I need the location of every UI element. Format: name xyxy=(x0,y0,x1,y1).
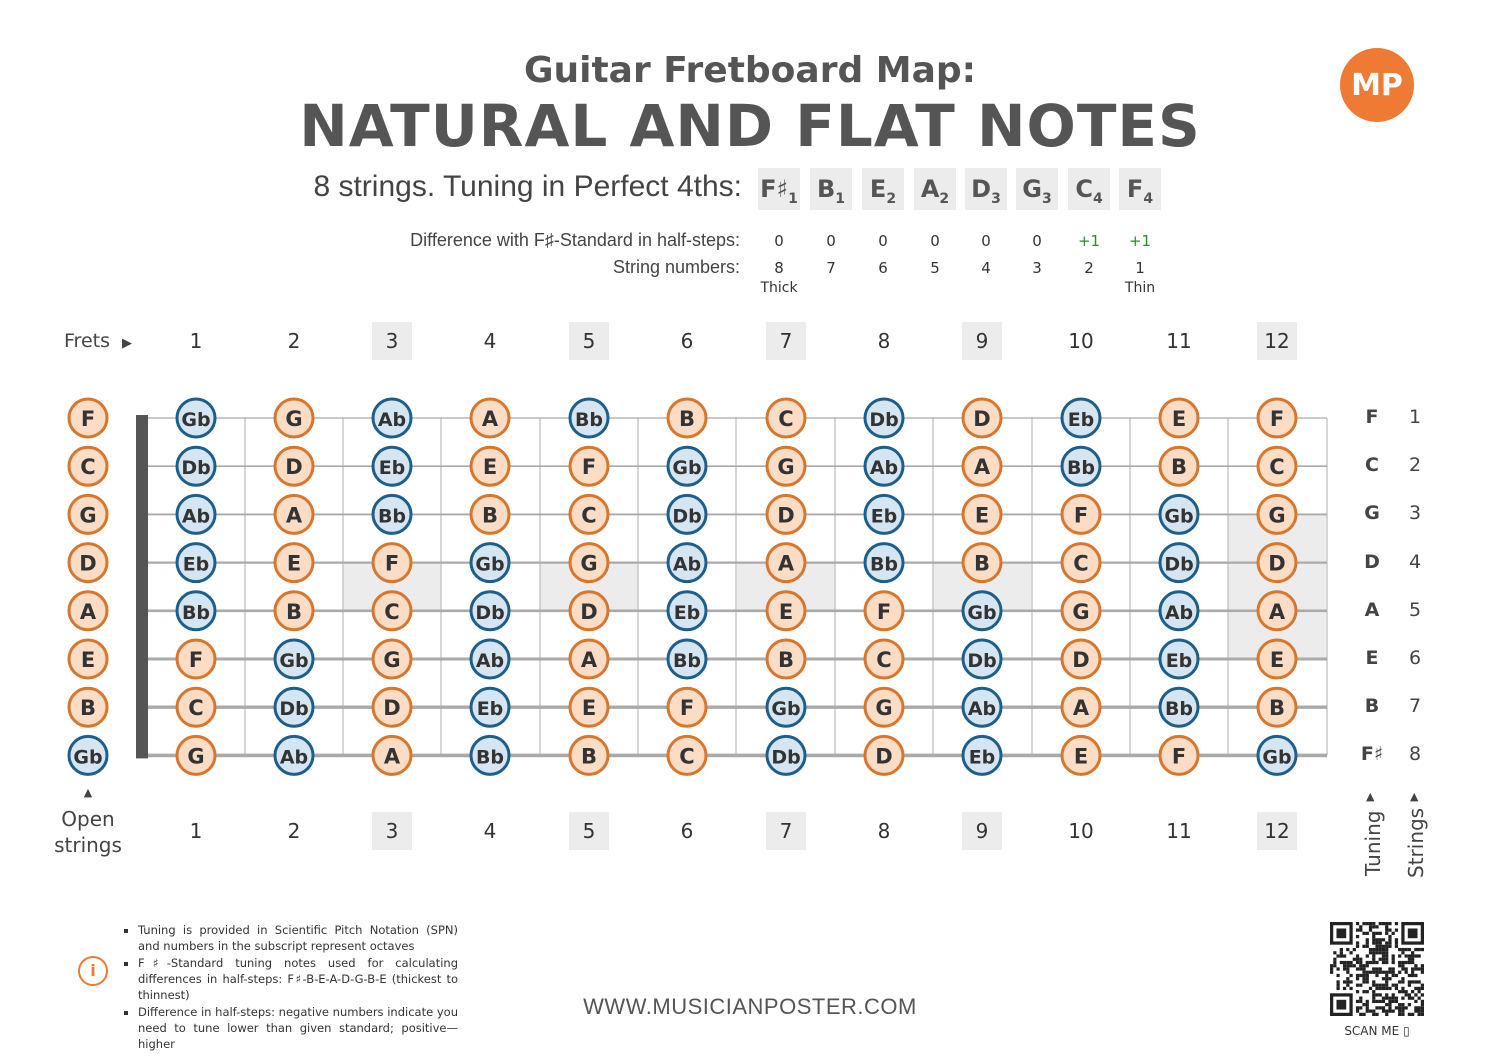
tuning-note-letter: G xyxy=(1022,175,1042,203)
tuning-note xyxy=(1068,168,1110,210)
diff-value: +1 xyxy=(1077,232,1101,250)
fret-note: F xyxy=(679,696,695,721)
fret-note: Ab xyxy=(181,505,211,528)
fret-note: E xyxy=(1073,744,1089,769)
tuning-octave: 3 xyxy=(1041,190,1052,207)
fret-number: 2 xyxy=(287,329,301,353)
side-tuning-note: F xyxy=(1365,406,1379,428)
fret-note: A xyxy=(580,648,598,672)
footnote: ▪ Difference in half-steps: negative numbers indicate you need to tune lower than given standard; positive—higher xyxy=(138,1004,458,1052)
fret-note: Bb xyxy=(1066,457,1096,480)
fret-note: F xyxy=(384,551,400,576)
fret-note: E xyxy=(1269,648,1285,672)
fret-number: 6 xyxy=(680,329,694,353)
fret-number: 3 xyxy=(372,812,412,850)
tuning-octave: 4 xyxy=(1143,190,1154,207)
frets-label-text: Frets xyxy=(64,330,110,352)
open-string-note: C xyxy=(80,455,96,480)
fret-note: G xyxy=(1072,599,1090,624)
fret-note: Ab xyxy=(672,553,702,576)
fret-marker-double xyxy=(1228,514,1326,659)
fret-note: Ab xyxy=(967,698,997,721)
side-string-number: 3 xyxy=(1408,502,1422,525)
fret-note: B xyxy=(481,503,499,528)
tuning-octave: 2 xyxy=(886,190,897,207)
tuning-note-letter: A xyxy=(920,175,940,203)
side-string-number: 4 xyxy=(1408,550,1422,573)
fret-note: Gb xyxy=(475,553,505,576)
diff-value: 0 xyxy=(826,232,836,250)
fret-number: 10 xyxy=(1068,329,1094,353)
fret-note: B xyxy=(285,599,303,624)
fret-note: D xyxy=(1268,551,1286,576)
fret-note: C xyxy=(188,696,204,721)
fret-note: Gb xyxy=(1262,746,1292,769)
fret-note: B xyxy=(580,744,598,769)
fret-note: Bb xyxy=(672,650,702,672)
fret-note: Eb xyxy=(378,457,406,480)
fret-note: G xyxy=(777,455,795,480)
fret-number: 5 xyxy=(569,322,609,360)
fret-number: 7 xyxy=(766,812,806,850)
open-string-note: E xyxy=(80,648,96,672)
fret-note: Db xyxy=(1164,553,1194,576)
string-number: 1 xyxy=(1135,259,1145,277)
fret-note: A xyxy=(777,551,795,576)
fret-note: Ab xyxy=(869,457,899,480)
arrow-up-icon: ▲ xyxy=(1366,790,1375,803)
fret-note: D xyxy=(875,744,893,769)
fret-note: F xyxy=(1171,744,1187,769)
fret-note: Eb xyxy=(673,601,701,624)
fret-number: 2 xyxy=(287,819,301,843)
subtitle: 8 strings. Tuning in Perfect 4ths: xyxy=(313,170,742,203)
fret-note: G xyxy=(285,407,303,431)
string-number: 7 xyxy=(826,259,836,277)
tuning-vertical-label: Tuning xyxy=(1361,810,1385,876)
fret-number: 12 xyxy=(1257,322,1297,360)
fret-number: 1 xyxy=(189,329,203,353)
tuning-octave: 2 xyxy=(939,190,950,207)
fret-note: D xyxy=(777,503,795,528)
side-string-number: 6 xyxy=(1408,647,1422,669)
fret-note: Ab xyxy=(1164,601,1194,624)
fret-note: F xyxy=(188,648,204,672)
fret-note: Db xyxy=(475,601,505,624)
fret-note: A xyxy=(1072,696,1090,721)
fret-note: Ab xyxy=(279,746,309,769)
fret-note: D xyxy=(285,455,303,480)
tuning-octave: 1 xyxy=(788,190,798,207)
tuning-note xyxy=(965,168,1007,210)
fret-note: Db xyxy=(672,505,702,528)
footnotes xyxy=(118,922,458,1053)
fret-note: Db xyxy=(771,746,801,769)
open-string-note: B xyxy=(79,696,97,721)
info-icon: i xyxy=(78,956,108,986)
tuning-note xyxy=(810,168,852,210)
fret-note: B xyxy=(678,407,696,431)
fret-note: Ab xyxy=(475,650,505,672)
tuning-note-letter: D xyxy=(971,175,992,203)
arrow-up-icon: ▲ xyxy=(1410,790,1419,803)
fret-note: E xyxy=(778,599,794,624)
fret-note: B xyxy=(1268,696,1286,721)
fret-note: A xyxy=(481,407,499,431)
tuning-note xyxy=(862,168,904,210)
open-strings-text: Open strings xyxy=(54,807,122,857)
fret-note: Db xyxy=(279,698,309,721)
diff-value: 0 xyxy=(981,232,991,250)
fret-note: D xyxy=(973,407,991,431)
fret-number: 1 xyxy=(189,819,203,843)
fret-note: G xyxy=(875,696,893,721)
side-string-number: 5 xyxy=(1408,598,1422,621)
fret-note: E xyxy=(974,503,990,528)
fret-note: G xyxy=(580,551,598,576)
string-tag: Thick xyxy=(760,280,798,296)
fret-number: 9 xyxy=(962,322,1002,360)
string-number: 3 xyxy=(1032,259,1042,277)
fret-number: 6 xyxy=(680,819,694,843)
tuning-note xyxy=(1119,168,1161,210)
fret-note: C xyxy=(581,503,597,528)
qr-code[interactable] xyxy=(1330,922,1424,1016)
fret-note: E xyxy=(286,551,302,576)
fret-note: E xyxy=(482,455,498,480)
fret-note: B xyxy=(777,648,795,672)
side-tuning-note: D xyxy=(1364,550,1380,573)
tuning-note-letter: C xyxy=(1075,175,1093,203)
fret-note: D xyxy=(580,599,598,624)
string-number: 8 xyxy=(774,259,784,277)
fret-note: A xyxy=(973,455,991,480)
fret-note: Db xyxy=(181,457,211,480)
fret-number: 9 xyxy=(962,812,1002,850)
fret-note: G xyxy=(187,744,205,769)
fret-note: Db xyxy=(869,409,899,431)
fret-note: Gb xyxy=(771,698,801,721)
fret-note: A xyxy=(1268,599,1286,624)
side-tuning-note: C xyxy=(1365,454,1379,477)
tuning-octave: 1 xyxy=(835,190,846,207)
side-string-number: 8 xyxy=(1408,743,1422,766)
side-string-number: 1 xyxy=(1408,406,1422,428)
tuning-note xyxy=(1016,168,1058,210)
diff-value: 0 xyxy=(930,232,940,250)
side-string-number: 7 xyxy=(1408,695,1422,718)
fret-number: 3 xyxy=(372,322,412,360)
open-string-note: A xyxy=(79,599,97,624)
fret-note: Eb xyxy=(476,698,504,721)
fret-note: Eb xyxy=(1067,409,1095,431)
tuning-note xyxy=(758,168,800,210)
fretboard xyxy=(0,380,1500,780)
string-number: 2 xyxy=(1084,259,1094,277)
fret-note: F xyxy=(1269,407,1285,431)
fret-note: A xyxy=(383,744,401,769)
fret-note: Gb xyxy=(279,650,309,672)
tuning-note-letter: F♯ xyxy=(760,175,789,203)
fret-number: 8 xyxy=(877,329,891,353)
footnote: ▪ F♯-Standard tuning notes used for calculating differences in half-steps: F♯-B-E-A-D-G-B-E (thickest to thinnest) xyxy=(138,955,458,1003)
open-string-note: D xyxy=(79,551,97,576)
fret-number: 8 xyxy=(877,819,891,843)
fret-note: F xyxy=(581,455,597,480)
fret-note: Db xyxy=(967,650,997,672)
fret-number: 11 xyxy=(1166,819,1192,843)
fret-number: 4 xyxy=(483,329,497,353)
side-tuning-note: A xyxy=(1364,598,1380,621)
diff-value: +1 xyxy=(1128,232,1152,250)
fret-note: Bb xyxy=(1164,698,1194,721)
fret-number: 11 xyxy=(1166,329,1192,353)
fret-note: Eb xyxy=(968,746,996,769)
website-link[interactable]: WWW.MUSICIANPOSTER.COM xyxy=(583,994,917,1019)
fret-note: Gb xyxy=(672,457,702,480)
fret-note: C xyxy=(1073,551,1089,576)
fret-note: G xyxy=(1268,503,1286,528)
fret-note: C xyxy=(1269,455,1285,480)
diff-value: 0 xyxy=(774,232,784,250)
tuning-octave: 3 xyxy=(991,190,1001,207)
fret-note: C xyxy=(876,648,892,672)
diff-value: 0 xyxy=(878,232,888,250)
fret-note: Bb xyxy=(475,746,505,769)
fret-note: A xyxy=(285,503,303,528)
tuning-note-letter: B xyxy=(816,175,836,203)
fret-note: C xyxy=(384,599,400,624)
fret-note: Bb xyxy=(377,505,407,528)
fret-note: Gb xyxy=(1164,505,1194,528)
diff-label: Difference with F♯-Standard in half-steps: xyxy=(410,230,740,250)
string-numbers-label: String numbers: xyxy=(612,257,740,277)
fret-note: C xyxy=(778,407,794,431)
fret-number: 4 xyxy=(483,819,497,843)
open-string-note: G xyxy=(79,503,97,528)
fret-note: Eb xyxy=(870,505,898,528)
string-number: 4 xyxy=(981,259,991,277)
fret-note: E xyxy=(1171,407,1187,431)
fret-note: F xyxy=(1073,503,1089,528)
fret-note: Ab xyxy=(377,409,407,431)
side-string-number: 2 xyxy=(1408,454,1422,477)
phone-icon: ▯ xyxy=(1403,1024,1410,1038)
frets-label xyxy=(64,330,132,352)
fret-number: 12 xyxy=(1257,812,1297,850)
side-tuning-note: F♯ xyxy=(1360,743,1384,766)
arrow-up-icon: ▲ xyxy=(83,786,93,799)
string-number: 6 xyxy=(878,259,888,277)
fret-note: E xyxy=(581,696,597,721)
tuning-note-letter: F xyxy=(1126,175,1144,203)
fret-note: Gb xyxy=(967,601,997,624)
fret-note: Eb xyxy=(182,553,210,576)
open-string-note: F xyxy=(80,407,96,431)
side-tuning-note: B xyxy=(1364,695,1380,718)
open-strings-label xyxy=(50,786,126,858)
fret-note: C xyxy=(679,744,695,769)
fret-note: D xyxy=(383,696,401,721)
scan-me-text: SCAN ME xyxy=(1344,1024,1400,1038)
string-number: 5 xyxy=(930,259,940,277)
fret-note: Eb xyxy=(1165,650,1193,672)
strings-vertical-label: Strings xyxy=(1404,807,1428,878)
fret-note: B xyxy=(973,551,991,576)
page-title: NATURAL AND FLAT NOTES xyxy=(299,92,1201,160)
fret-note: B xyxy=(1170,455,1188,480)
fret-number: 10 xyxy=(1068,819,1094,843)
fret-note: Bb xyxy=(869,553,899,576)
diff-value: 0 xyxy=(1032,232,1042,250)
footnote: ▪ Tuning is provided in Scientific Pitch Notation (SPN) and numbers in the subscript represent octaves xyxy=(138,922,458,954)
side-tuning-note: E xyxy=(1365,647,1379,669)
tuning-octave: 4 xyxy=(1092,190,1103,207)
open-string-note: Gb xyxy=(73,746,103,769)
fret-note: D xyxy=(1072,648,1090,672)
string-tag: Thin xyxy=(1124,280,1156,296)
nut xyxy=(136,415,148,758)
tuning-note-letter: E xyxy=(869,175,887,203)
logo: MP xyxy=(1340,48,1414,122)
tuning-note xyxy=(914,168,956,210)
fret-number: 5 xyxy=(569,812,609,850)
side-tuning-note: G xyxy=(1364,502,1380,525)
scan-me-label xyxy=(1330,1024,1424,1038)
arrow-right-icon: ▶ xyxy=(122,336,133,351)
fret-note: F xyxy=(876,599,892,624)
fret-number: 7 xyxy=(766,322,806,360)
fret-note: G xyxy=(383,648,401,672)
fret-note: Bb xyxy=(574,409,604,431)
fret-note: Bb xyxy=(181,601,211,624)
title-top: Guitar Fretboard Map: xyxy=(523,50,977,91)
fret-note: Gb xyxy=(181,409,211,431)
